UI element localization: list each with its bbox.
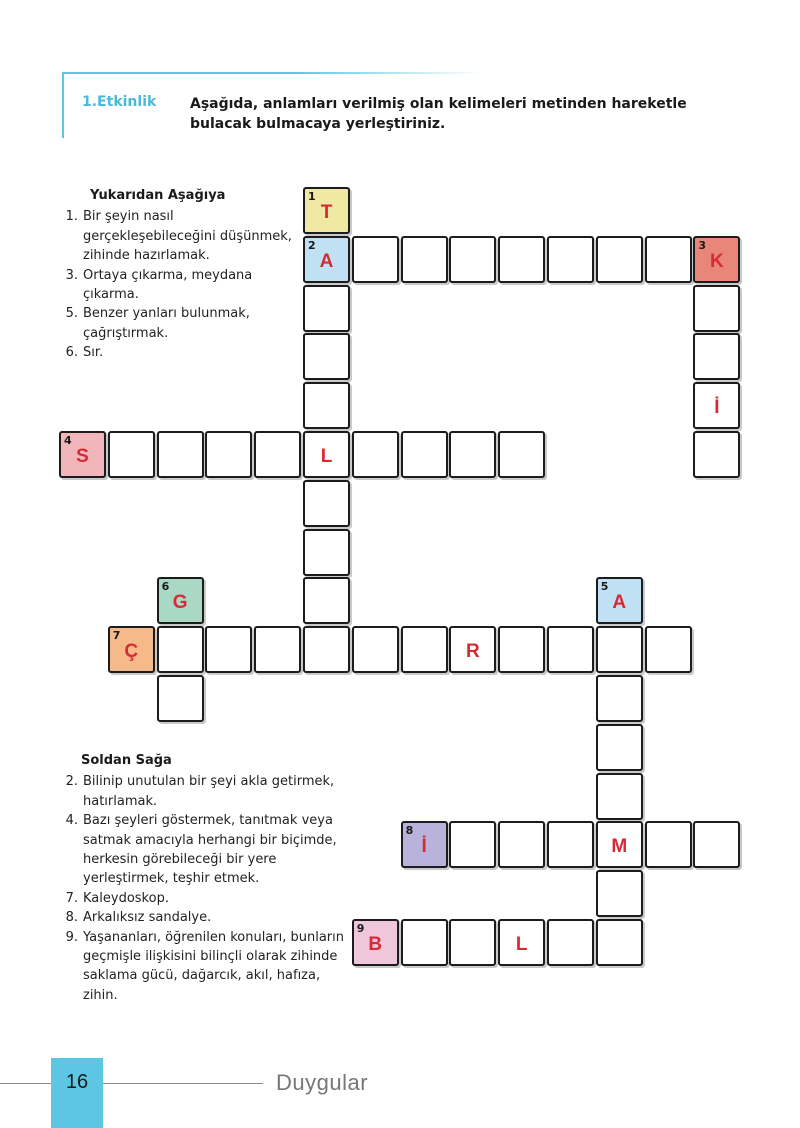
crossword-cell[interactable] (254, 431, 301, 478)
across-clues (62, 751, 344, 1005)
cell-letter: A (612, 592, 627, 614)
clue-text: Yaşananları, öğrenilen konuları, bunların geçmişle ilişkisini bilinçli olarak zihinde saklama gücü, dağarcık, akıl, hafıza, zihin. (83, 929, 344, 1003)
crossword-cell[interactable] (645, 821, 692, 868)
crossword-cell[interactable] (498, 821, 545, 868)
clue-number: 4. (65, 813, 78, 829)
frame-left-line (62, 72, 64, 138)
cell-clue-number: 3 (698, 238, 707, 252)
across-clue-8 (62, 908, 344, 927)
clue-text: Bir şeyin nasıl gerçekleşebileceğini düşünmek, zihinde hazırlamak. (83, 209, 292, 264)
cell-letter: T (320, 202, 333, 223)
cell-clue-number: 1 (308, 190, 316, 203)
crossword-cell[interactable] (547, 919, 594, 966)
crossword-cell[interactable] (693, 236, 740, 283)
crossword-cell[interactable] (401, 431, 448, 478)
activity-instruction: Aşağıda, anlamları verilmiş olan kelimeleri metinden hareketle bulacak bulmacaya yerleştiriniz. (190, 96, 687, 132)
clue-text: Ortaya çıkarma, meydana çıkarma. (83, 267, 253, 303)
activity-label: 1.Etkinlik (82, 94, 157, 110)
crossword-cell[interactable] (498, 236, 545, 283)
clue-text: Bilinip unutulan bir şeyi akla getirmek, hatırlamak. (83, 774, 335, 809)
clue-text: Sır. (83, 345, 104, 361)
crossword-cell[interactable] (693, 333, 740, 380)
clue-number: 3. (65, 267, 78, 283)
across-clue-4 (62, 811, 344, 889)
clue-text: Arkalıksız sandalye. (83, 910, 212, 926)
cell-letter: S (76, 446, 89, 467)
cell-letter: K (710, 250, 724, 272)
down-clue-1 (62, 207, 298, 265)
crossword-cell[interactable] (303, 333, 350, 380)
clue-number: 2. (65, 774, 78, 790)
clue-number: 9. (65, 929, 78, 945)
crossword-cell[interactable] (254, 626, 301, 673)
crossword-cell[interactable] (596, 724, 643, 771)
crossword-cell[interactable] (596, 236, 643, 283)
crossword-cell[interactable] (157, 675, 204, 722)
crossword-cell[interactable] (108, 431, 155, 478)
clue-number: 7. (65, 890, 78, 906)
crossword-cell[interactable] (547, 626, 594, 673)
crossword-cell[interactable] (352, 626, 399, 673)
cell-clue-number: 8 (405, 824, 414, 838)
crossword-cell[interactable] (693, 821, 740, 868)
crossword-cell[interactable] (401, 236, 448, 283)
down-clue-6 (62, 343, 298, 362)
crossword-cell[interactable] (449, 236, 496, 283)
cell-letter: İ (421, 836, 427, 858)
cell-letter: M (611, 836, 628, 858)
across-clue-2 (62, 772, 344, 811)
cell-clue-number: 5 (600, 580, 609, 594)
crossword-cell[interactable] (303, 529, 350, 576)
crossword-cell[interactable] (205, 431, 252, 478)
cell-clue-number: 7 (112, 629, 121, 643)
cell-clue-number: 4 (64, 434, 72, 447)
crossword-cell[interactable] (157, 626, 204, 673)
clue-number: 5. (65, 306, 78, 322)
crossword-cell[interactable] (596, 773, 643, 820)
cell-letter: G (172, 592, 188, 614)
crossword-cell[interactable] (547, 821, 594, 868)
crossword-cell[interactable] (693, 431, 740, 478)
crossword-cell[interactable] (596, 919, 643, 966)
crossword-cell[interactable] (449, 919, 496, 966)
down-clue-list (62, 207, 298, 362)
cell-letter: R (466, 641, 480, 663)
chapter-title: Duygular (276, 1070, 369, 1095)
crossword-cell[interactable] (157, 577, 204, 624)
crossword-cell[interactable] (303, 577, 350, 624)
crossword-cell[interactable] (303, 431, 350, 478)
crossword-cell[interactable] (596, 675, 643, 722)
crossword-cell[interactable] (303, 236, 350, 283)
crossword-cell[interactable] (303, 382, 350, 429)
crossword-cell[interactable] (498, 626, 545, 673)
across-clue-list (62, 772, 344, 1005)
footer-line-right (103, 1083, 263, 1084)
crossword-cell[interactable] (645, 236, 692, 283)
cell-letter: L (515, 934, 528, 955)
crossword-cell[interactable] (449, 626, 496, 673)
crossword-cell[interactable] (449, 821, 496, 868)
cell-clue-number: 6 (161, 580, 170, 594)
cell-letter: B (368, 934, 383, 955)
crossword-cell[interactable] (401, 919, 448, 966)
down-clues (62, 186, 298, 363)
clue-text: Kaleydoskop. (83, 890, 169, 906)
footer-line-left (0, 1083, 51, 1084)
crossword-cell[interactable] (205, 626, 252, 673)
crossword-cell[interactable] (547, 236, 594, 283)
crossword-cell[interactable] (449, 431, 496, 478)
clue-text: Benzer yanları bulunmak, çağrıştırmak. (83, 306, 250, 341)
crossword-cell[interactable] (596, 577, 643, 624)
cell-clue-number: 9 (356, 922, 365, 935)
crossword-cell[interactable] (401, 821, 448, 868)
cell-clue-number: 2 (308, 238, 316, 252)
crossword-cell[interactable] (596, 626, 643, 673)
crossword-cell[interactable] (157, 431, 204, 478)
crossword-cell[interactable] (693, 285, 740, 332)
crossword-cell[interactable] (108, 626, 155, 673)
down-clues-title: Yukarıdan Aşağıya (90, 188, 226, 203)
across-clue-7 (62, 889, 344, 908)
crossword-cell[interactable] (401, 626, 448, 673)
down-clue-5 (62, 304, 298, 343)
cell-letter: İ (714, 397, 720, 419)
cell-letter: Ç (124, 641, 139, 663)
clue-number: 6. (65, 345, 78, 361)
crossword-cell[interactable] (352, 919, 399, 966)
frame-top-line (62, 72, 482, 74)
crossword-cell[interactable] (645, 626, 692, 673)
page-number: 16 (65, 1071, 89, 1093)
clue-number: 1. (65, 209, 78, 225)
crossword-cell[interactable] (303, 187, 350, 234)
crossword-cell[interactable] (596, 821, 643, 868)
across-clues-title: Soldan Sağa (81, 753, 172, 768)
crossword-cell[interactable] (498, 919, 545, 966)
crossword-cell[interactable] (303, 480, 350, 527)
cell-letter: A (319, 250, 334, 272)
clue-text: Bazı şeyleri göstermek, tanıtmak veya satmak amacıyla herhangi bir biçimde, herkesin görebileceği bir yere yerleştirmek, teşhir etmek. (83, 813, 337, 887)
crossword-cell[interactable] (498, 431, 545, 478)
crossword-cell[interactable] (596, 870, 643, 917)
crossword-cell[interactable] (352, 431, 399, 478)
crossword-cell[interactable] (693, 382, 740, 429)
crossword-cell[interactable] (59, 431, 106, 478)
crossword-cell[interactable] (303, 626, 350, 673)
cell-letter: L (320, 446, 333, 467)
across-clue-9 (62, 928, 344, 1006)
crossword-cell[interactable] (352, 236, 399, 283)
down-clue-3 (62, 266, 298, 305)
crossword-cell[interactable] (303, 285, 350, 332)
clue-number: 8. (65, 910, 78, 926)
